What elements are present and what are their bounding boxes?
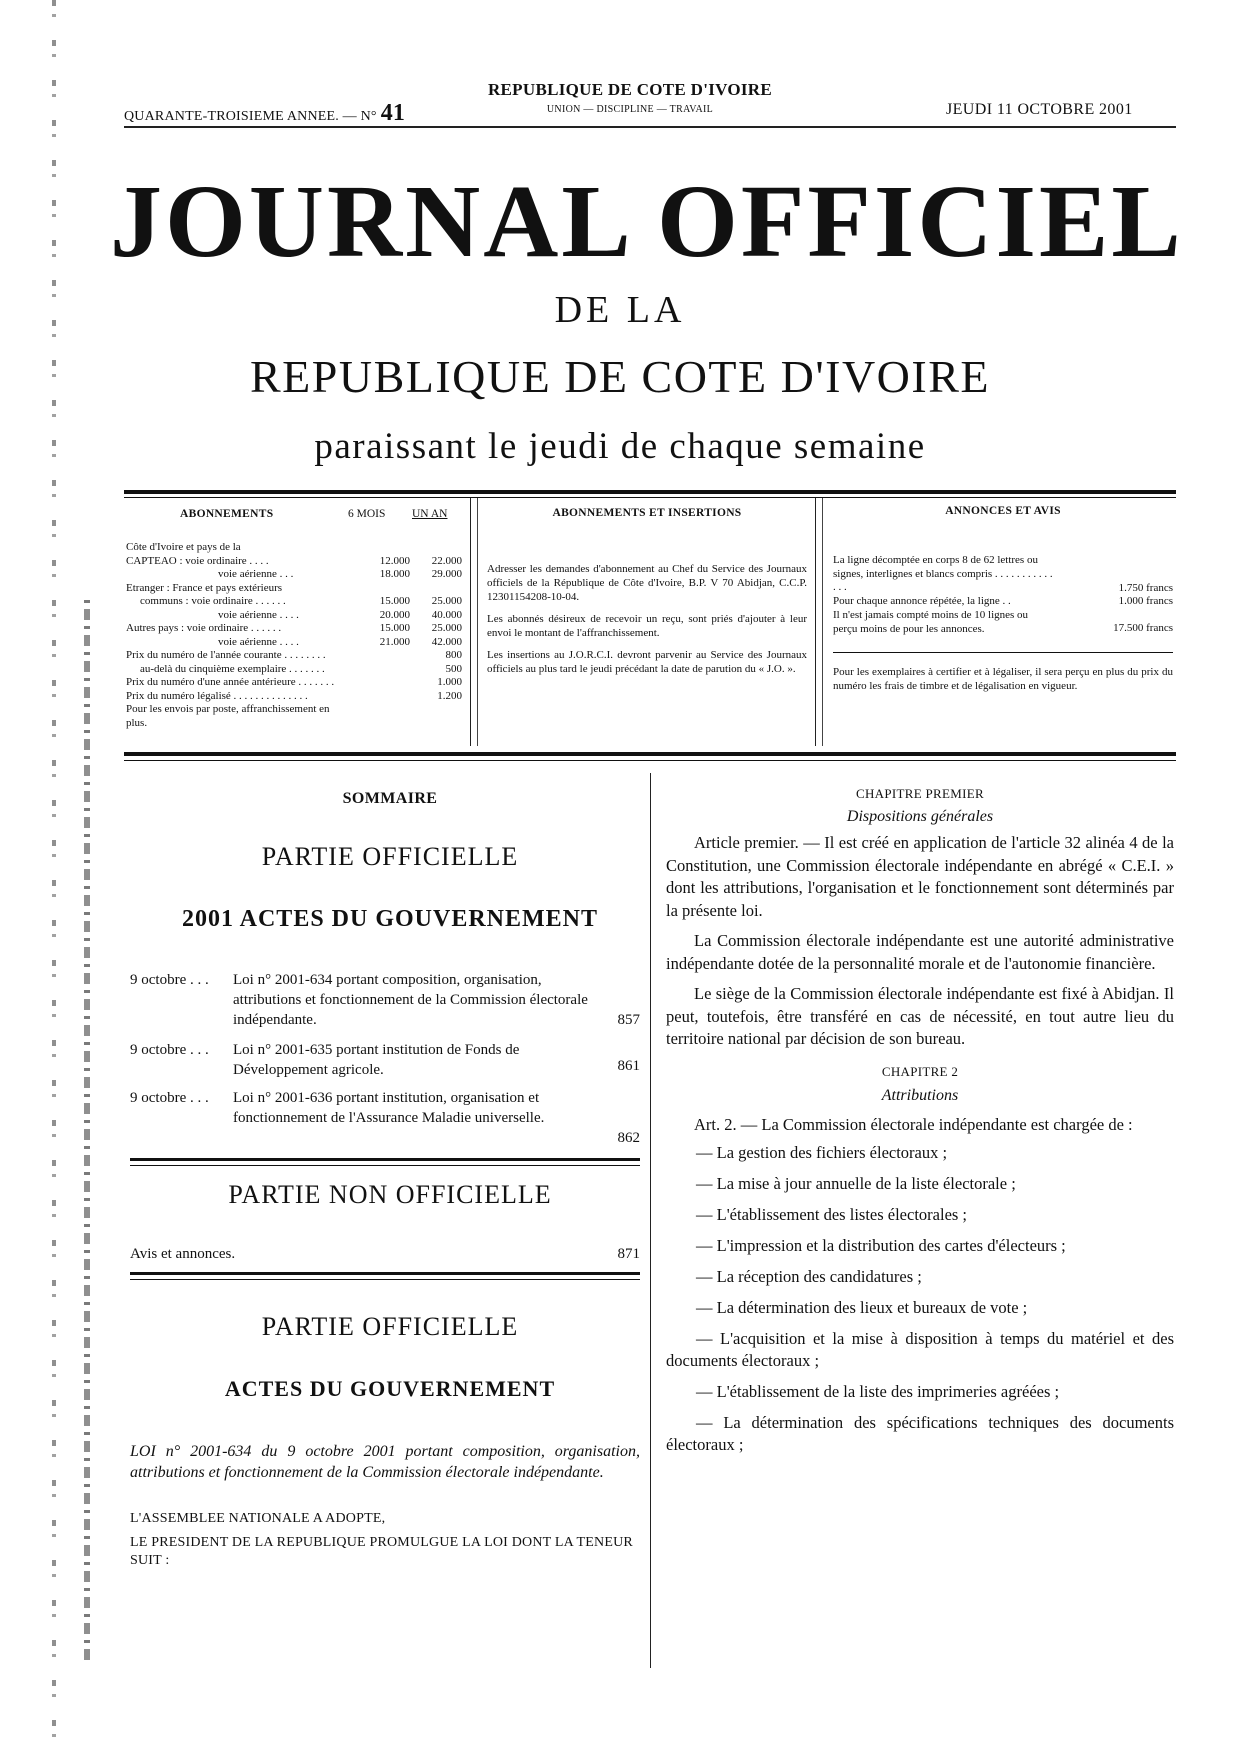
- insertions-receipt: Les abonnés désireux de recevoir un reçu, sont priés d'ajouter à leur envoi le montant de l'affranchissement.: [487, 613, 807, 639]
- abonnements-panel: [126, 502, 462, 730]
- rates-table: [126, 541, 462, 730]
- rate-row: [126, 703, 462, 730]
- masthead-subtitle: paraissant le jeudi de chaque semaine: [314, 426, 926, 467]
- attribution-item: — L'établissement de la liste des imprimeries agréées ;: [696, 1382, 1060, 1401]
- rate-un-an: 1.000: [437, 676, 462, 688]
- rate-label: Prix du numéro de l'année courante . . . . . . . .: [126, 649, 326, 661]
- insertions-address: Adresser les demandes d'abonnement au Chef du Service des Journaux officiels de la République de Côte d'Ivoire, B.P. V 70 Abidjan, C.C.P. 12301154208-10-04.: [487, 563, 807, 603]
- attribution-item: — L'établissement des listes électorales ;: [696, 1205, 968, 1224]
- entry-page: 861: [617, 1058, 640, 1074]
- chapter-2-title: Attributions: [881, 1087, 959, 1104]
- rate-un-an: 29.000: [431, 568, 462, 580]
- entry-text: Loi n° 2001-635 portant institution de Fonds de Développement agricole.: [233, 1042, 520, 1078]
- rate-6mois: 12.000: [379, 554, 410, 567]
- attribution-item: — La détermination des lieux et bureaux de vote ;: [696, 1298, 1028, 1317]
- sommaire-entry[interactable]: [130, 970, 640, 1030]
- issue-date: JEUDI 11 OCTOBRE 2001: [946, 101, 1133, 118]
- article-2: Art. 2. — La Commission électorale indépendante est chargée de :: [694, 1114, 1133, 1134]
- rate-label: Autres pays : voie ordinaire . . . . . .: [126, 622, 282, 634]
- rate-6mois: 15.000: [379, 622, 410, 634]
- article-1: Article premier. — Il est créé en application de l'article 32 alinéa 4 de la Constitution, une Commission électorale indépendante en abrégé « C.E.I. » dont les attributions, l'organisation et le fonctionnement sont déterminés par la présente loi.: [666, 833, 1174, 920]
- abonnements-heading: ABONNEMENTS: [180, 508, 274, 520]
- president-promulgue: LE PRESIDENT DE LA REPUBLIQUE PROMULGUE LA LOI DONT LA TENEUR SUIT :: [130, 1535, 633, 1568]
- annonces-minimum-value: 17.500 francs: [1113, 622, 1173, 634]
- rate-6mois: 21.000: [379, 635, 410, 648]
- rate-un-an: 25.000: [431, 622, 462, 634]
- column-divider: [650, 773, 651, 1668]
- rate-un-an: 800: [445, 649, 462, 661]
- avis-entry[interactable]: [130, 1246, 640, 1263]
- rate-6mois: [350, 582, 410, 596]
- sommaire-entry[interactable]: [130, 1088, 640, 1148]
- header-rule: [124, 126, 1176, 128]
- section-rule: [130, 1272, 640, 1275]
- republic-name: REPUBLIQUE DE COTE D'IVOIRE: [487, 80, 773, 99]
- rate-6mois: [350, 690, 410, 704]
- annonces-minimum: Il n'est jamais compté moins de 10 lignes ou perçu moins de pour les annonces.: [833, 609, 1029, 635]
- actes-gouvernement-heading: 2001 ACTES DU GOUVERNEMENT: [181, 906, 599, 932]
- rate-label: Pour les envois par poste, affranchissement en plus.: [126, 703, 330, 729]
- attribution-item: — La détermination des spécifications techniques des documents électoraux ;: [666, 1413, 1174, 1454]
- rate-6mois: [350, 703, 410, 730]
- annonces-rate-value: 1.750 francs: [1118, 582, 1173, 594]
- entry-page: 862: [617, 1130, 640, 1146]
- rate-row: [126, 622, 462, 636]
- annonces-divider: [833, 652, 1173, 653]
- partie-officielle-heading: PARTIE OFFICIELLE: [261, 842, 519, 871]
- rate-label: voie aérienne . . .: [218, 568, 294, 580]
- rate-row: [126, 690, 462, 704]
- chapter-2-heading: CHAPITRE 2: [881, 1063, 959, 1079]
- col-un-an: UN AN: [412, 508, 448, 520]
- insertions-heading: ABONNEMENTS ET INSERTIONS: [552, 507, 742, 519]
- annonces-panel: [833, 502, 1173, 701]
- avis-page: 871: [617, 1246, 640, 1262]
- avis-text: Avis et annonces.: [130, 1246, 236, 1262]
- col-6mois: 6 MOIS: [348, 508, 386, 520]
- scan-artifact-edge: [52, 0, 56, 1754]
- annonces-legalisation: Pour les exemplaires à certifier et à légaliser, il sera perçu en plus du prix du numéro les frais de timbre et de légalisation en vigueur.: [833, 666, 1173, 692]
- sommaire-entry[interactable]: [130, 1040, 640, 1080]
- sommaire-heading: SOMMAIRE: [342, 790, 438, 807]
- section-rule-thin: [130, 1165, 640, 1166]
- box-divider: [822, 498, 823, 746]
- rate-label: voie aérienne . . . .: [218, 608, 299, 621]
- actes-gouvernement-heading-2: ACTES DU GOUVERNEMENT: [224, 1376, 556, 1401]
- rate-label: Etranger : France et pays extérieurs: [126, 581, 283, 594]
- rate-label: CAPTEAO : voie ordinaire . . . .: [126, 554, 269, 567]
- rate-6mois: [350, 676, 410, 690]
- section-rule: [130, 1158, 640, 1161]
- insertions-panel: [487, 502, 807, 684]
- attribution-item: — L'acquisition et la mise à disposition à temps du matériel et des documents électoraux ;: [666, 1329, 1174, 1370]
- attribution-item: — La réception des candidatures ;: [696, 1267, 922, 1286]
- entry-date: 9 octobre . . .: [130, 1090, 209, 1106]
- attributions-list: [666, 1142, 1174, 1456]
- issue-number: 41: [380, 100, 406, 126]
- entry-page: 857: [617, 1012, 640, 1028]
- rate-row: [126, 609, 462, 623]
- entry-date: 9 octobre . . .: [130, 972, 209, 988]
- article-1-para-2: La Commission électorale indépendante est une autorité administrative indépendante dotée de la personnalité morale et de l'autonomie financière.: [666, 931, 1174, 973]
- rate-label: communs : voie ordinaire . . . . . .: [140, 595, 286, 607]
- rate-6mois: [350, 663, 410, 677]
- attribution-item: — La gestion des fichiers électoraux ;: [696, 1143, 948, 1162]
- insertions-deadline: Les insertions au J.O.R.C.I. devront parvenir au Service des Journaux officiels au plus tard le jeudi précédant la date de parution du « J.O. ».: [487, 649, 807, 675]
- rate-row: [126, 595, 462, 609]
- year-label: QUARANTE-TROISIEME ANNEE. — N°: [124, 109, 377, 124]
- annonces-repeat: Pour chaque annonce répétée, la ligne . .: [833, 595, 1011, 607]
- attribution-item: — L'impression et la distribution des cartes d'électeurs ;: [696, 1236, 1066, 1255]
- box-divider: [815, 498, 816, 746]
- rate-label: Prix du numéro d'une année antérieure . . . . . . .: [126, 676, 335, 688]
- rate-6mois: 20.000: [379, 608, 410, 621]
- rate-label: voie aérienne . . . .: [218, 635, 299, 648]
- rate-6mois: [350, 541, 410, 555]
- box-divider: [477, 498, 478, 746]
- journal-title: JOURNAL OFFICIEL: [110, 164, 1184, 279]
- rate-un-an: 22.000: [431, 554, 462, 567]
- rate-6mois: [350, 649, 410, 663]
- rate-6mois: 18.000: [379, 568, 410, 580]
- rate-row: [126, 555, 462, 569]
- rate-row: [126, 649, 462, 663]
- republic-header: [450, 80, 810, 115]
- rate-un-an: 500: [445, 662, 462, 675]
- loi-title: LOI n° 2001-634 du 9 octobre 2001 portant composition, organisation, attributions et fonctionnement de la Commission électorale indépendante.: [130, 1443, 640, 1481]
- entry-date: 9 octobre . . .: [130, 1042, 209, 1058]
- rate-un-an: [410, 703, 462, 730]
- masthead-country: REPUBLIQUE DE COTE D'IVOIRE: [249, 351, 990, 402]
- rate-row: [126, 568, 462, 582]
- rate-un-an: 1.200: [437, 689, 462, 702]
- attribution-item: — La mise à jour annuelle de la liste électorale ;: [696, 1174, 1016, 1193]
- rate-row: [126, 582, 462, 596]
- annonces-heading: ANNONCES ET AVIS: [945, 505, 1061, 517]
- chapter-1-heading: CHAPITRE PREMIER: [856, 786, 984, 801]
- scan-artifact-edge: [84, 600, 90, 1660]
- rate-row: [126, 676, 462, 690]
- annonces-repeat-value: 1.000 francs: [1118, 595, 1173, 607]
- article-1-para-3: Le siège de la Commission électorale indépendante est fixé à Abidjan. Il peut, toutefois, être transféré en cas de nécessité, en tout autre lieu du territoire national par décision de son bureau.: [666, 984, 1174, 1048]
- box-bottom-rule: [124, 752, 1176, 756]
- law-body: [666, 783, 1174, 1465]
- rate-row: [126, 663, 462, 677]
- box-divider: [470, 498, 471, 746]
- partie-non-officielle-heading: PARTIE NON OFFICIELLE: [228, 1180, 552, 1209]
- masthead-de-la: DE LA: [554, 289, 686, 331]
- entry-text: Loi n° 2001-634 portant composition, organisation, attributions et fonctionnement de la Commission électorale indépendante.: [233, 972, 588, 1028]
- box-top-rule: [124, 490, 1176, 494]
- assemblee-adopte: L'ASSEMBLEE NATIONALE A ADOPTE,: [130, 1511, 386, 1526]
- section-rule-thin: [130, 1279, 640, 1280]
- rate-un-an: 42.000: [431, 635, 462, 648]
- rate-label: Côte d'Ivoire et pays de la: [126, 541, 241, 553]
- rate-label: Prix du numéro légalisé . . . . . . . . . . . . . .: [126, 689, 308, 702]
- entry-text: Loi n° 2001-636 portant institution, organisation et fonctionnement de l'Assurance Maladie universelle.: [233, 1090, 545, 1126]
- rate-un-an: 40.000: [431, 608, 462, 621]
- rate-un-an: 25.000: [431, 595, 462, 607]
- box-bottom-rule-thin: [124, 760, 1176, 761]
- rate-label: au-delà du cinquième exemplaire . . . . . . .: [140, 662, 325, 675]
- chapter-1-title: Dispositions générales: [846, 807, 994, 825]
- rate-un-an: [410, 582, 462, 596]
- national-motto: UNION — DISCIPLINE — TRAVAIL: [546, 104, 714, 115]
- partie-officielle-heading-2: PARTIE OFFICIELLE: [261, 1312, 519, 1341]
- rate-6mois: 15.000: [379, 595, 410, 607]
- rate-un-an: [410, 541, 462, 555]
- issue-year-label: [124, 100, 405, 127]
- box-top-rule-thin: [124, 497, 1176, 498]
- rate-row: [126, 541, 462, 555]
- annonces-line-rate: La ligne décomptée en corps 8 de 62 lettres ou signes, interlignes et blancs compris . . . . . . . . . . . . . .: [833, 554, 1053, 593]
- rate-row: [126, 636, 462, 650]
